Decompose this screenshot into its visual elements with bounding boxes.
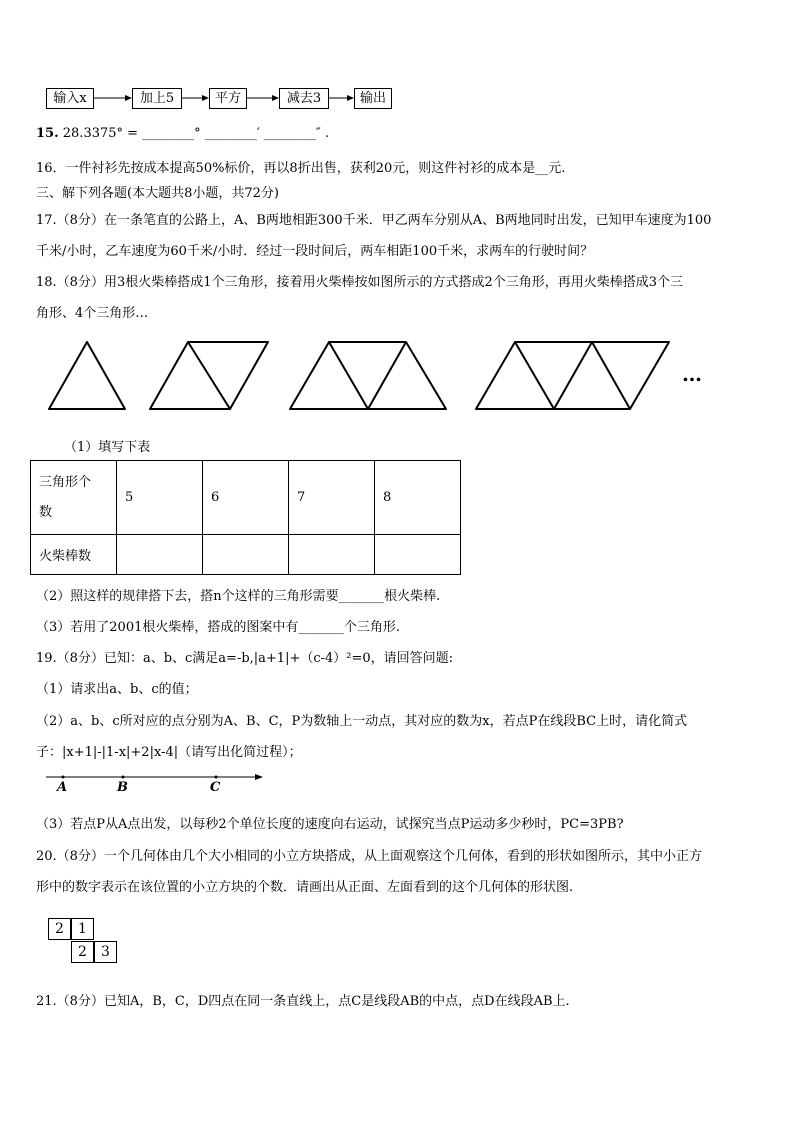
question-19-sub2-line2: 子：|x+1|-|1-x|+2|x-4|（请写出化简过程）； bbox=[36, 745, 302, 760]
flow-box-input: 输入x bbox=[46, 88, 94, 109]
point-c-dot bbox=[215, 776, 218, 779]
flow-box-square: 平方 bbox=[209, 88, 247, 109]
grid-cell: 2 bbox=[48, 918, 71, 940]
flow-box-minus3: 减去3 bbox=[279, 88, 329, 109]
table-row bbox=[31, 535, 461, 575]
table-cell: 6 bbox=[203, 461, 289, 535]
question-19-sub1: （1）请求出a、b、c的值； bbox=[36, 682, 198, 697]
question-18-sub3: （3）若用了2001根火柴棒，搭成的图案中有_______个三角形. bbox=[36, 620, 400, 635]
table-cell: 5 bbox=[117, 461, 203, 535]
table-cell: 8 bbox=[375, 461, 461, 535]
table-cell bbox=[203, 535, 289, 575]
question-18-sub2: （2）照这样的规律搭下去，搭n个这样的三角形需要_______根火柴棒. bbox=[36, 589, 441, 604]
point-a-dot bbox=[62, 776, 65, 779]
triangle-pattern-1 bbox=[49, 342, 125, 409]
flow-box-output: 输出 bbox=[354, 88, 392, 109]
section-heading: 三、解下列各题(本大题共8小题，共72分) bbox=[36, 186, 279, 201]
point-b-label: B bbox=[117, 780, 128, 795]
point-a-label: A bbox=[57, 780, 68, 795]
question-15-text: 28.3375° = ________° ________′ ________″ . bbox=[62, 126, 330, 141]
question-20-line2: 形中的数字表示在该位置的小立方块的个数．请画出从正面、左面看到的这个几何体的形状图. bbox=[36, 880, 574, 895]
grid-cell: 2 bbox=[71, 941, 94, 963]
question-17-line2: 千米/小时，乙车速度为60千米/小时．经过一段时间后，两车相距100千米，求两车的行驶时间？ bbox=[36, 244, 594, 259]
point-b-dot bbox=[122, 776, 125, 779]
table-cell bbox=[117, 535, 203, 575]
question-18-sub1: （1）填写下表 bbox=[64, 440, 151, 455]
table-header-triangles-a: 三角形个 bbox=[39, 474, 92, 490]
question-19-sub3: （3）若点P从A点出发，以每秒2个单位长度的速度向右运动，试探究当点P运动多少秒时，PC=3PB? bbox=[36, 817, 624, 832]
ellipsis-mark: … bbox=[682, 362, 702, 386]
point-c-label: C bbox=[210, 780, 221, 795]
matchstick-table bbox=[30, 460, 461, 575]
table-cell bbox=[375, 535, 461, 575]
grid-cell: 3 bbox=[94, 941, 117, 963]
triangle-pattern-3 bbox=[290, 342, 446, 409]
grid-cell: 1 bbox=[71, 918, 94, 940]
table-header-triangles bbox=[31, 461, 117, 535]
question-21-line1: 21.（8分）已知A，B，C，D四点在同一条直线上，点C是线段AB的中点，点D在线段AB上. bbox=[36, 994, 570, 1009]
question-15-number: 15. bbox=[36, 126, 59, 141]
table-cell: 7 bbox=[289, 461, 375, 535]
table-row bbox=[31, 461, 461, 535]
table-header-triangles-b: 数 bbox=[39, 504, 53, 520]
flow-arrows bbox=[0, 0, 794, 130]
question-20-line1: 20.（8分）一个几何体由几个大小相同的小立方块搭成，从上面观察这个几何体，看到的形状如图所示，其中小正方 bbox=[36, 849, 702, 864]
question-19-line1: 19.（8分）已知：a、b、c满足a=-b,|a+1|+（c-4）²=0，请回答问题: bbox=[36, 651, 454, 666]
question-16: 16．一件衬衫先按成本提高50%标价，再以8折出售，获利20元，则这件衬衫的成本是__元. bbox=[36, 161, 566, 176]
question-19-sub2-line1: （2）a、b、c所对应的点分别为A、B、C，P为数轴上一动点，其对应的数为x，若点P在线段BC上时，请化简式 bbox=[36, 714, 688, 729]
table-header-matches: 火柴棒数 bbox=[31, 535, 117, 575]
question-18-line2: 角形、4个三角形… bbox=[36, 306, 149, 321]
question-18-line1: 18.（8分）用3根火柴棒搭成1个三角形，接着用火柴棒按如图所示的方式搭成2个三角形，再用火柴棒搭成3个三 bbox=[36, 275, 684, 290]
question-15 bbox=[36, 126, 329, 141]
table-cell bbox=[289, 535, 375, 575]
question-17-line1: 17.（8分）在一条笔直的公路上，A、B两地相距300千米．甲乙两车分别从A、B两地同时出发，已知甲车速度为100 bbox=[36, 213, 712, 228]
flow-box-add5: 加上5 bbox=[132, 88, 182, 109]
matchstick-triangles-figure bbox=[0, 330, 794, 420]
